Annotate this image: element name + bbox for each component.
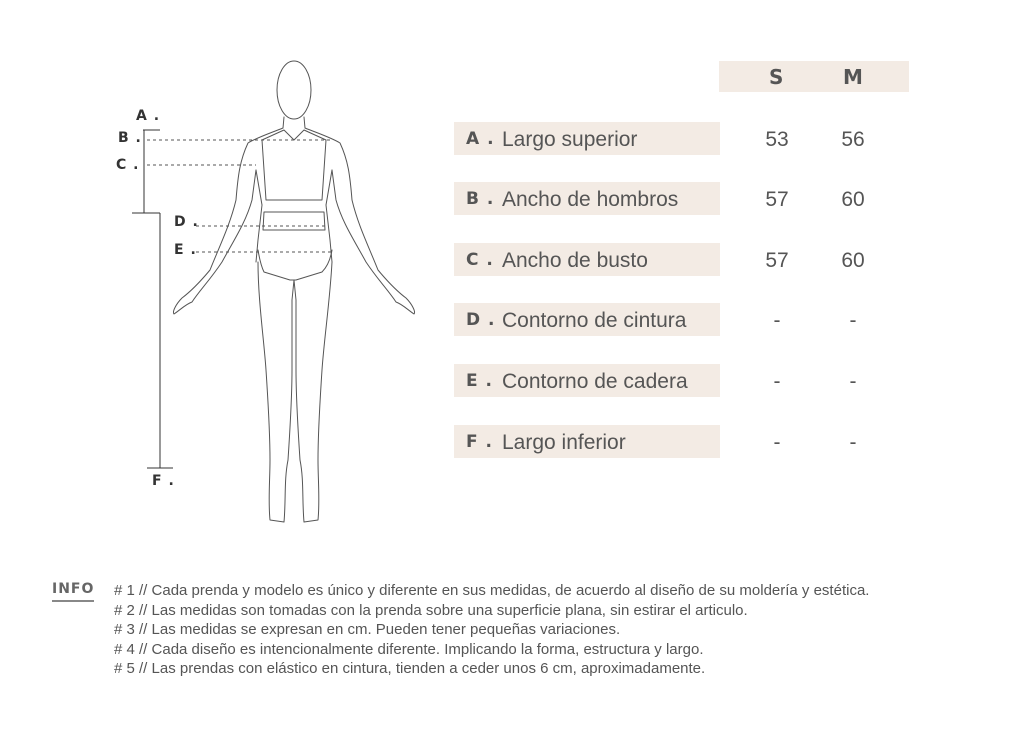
- table-row: [454, 364, 924, 397]
- mark-b-label: B .: [118, 130, 142, 146]
- row-label: Largo superior: [502, 128, 638, 151]
- info-note: # 3 // Las medidas se expresan en cm. Pueden tener pequeñas variaciones.: [114, 621, 621, 638]
- mark-f-label: F .: [152, 473, 175, 489]
- value-s: 57: [765, 188, 789, 211]
- measurement-lines: [132, 130, 173, 468]
- table-row: [454, 182, 924, 215]
- dashed-guides: [147, 140, 334, 252]
- value-m: 60: [841, 249, 865, 272]
- row-label: Contorno de cadera: [502, 370, 688, 393]
- row-letter: E .: [466, 371, 493, 391]
- table-row: [454, 243, 924, 276]
- row-label-box: [454, 364, 720, 397]
- info-note: # 5 // Las prendas con elástico en cintura, tienden a ceder unos 6 cm, aproximadamente.: [114, 660, 706, 677]
- row-label-box: [454, 122, 720, 155]
- row-label: Ancho de busto: [502, 249, 648, 272]
- mark-a-label: A .: [136, 108, 161, 124]
- row-letter: C .: [466, 250, 494, 270]
- table-row: [454, 425, 924, 458]
- mannequin-illustration: [0, 0, 460, 560]
- mark-e-label: E .: [174, 242, 197, 258]
- mannequin-outline: [173, 61, 414, 522]
- size-s-header: S: [769, 65, 784, 89]
- row-label: Contorno de cintura: [502, 309, 687, 332]
- value-m: -: [849, 309, 857, 332]
- table-row: [454, 122, 924, 155]
- row-letter: B .: [466, 189, 495, 209]
- size-header: [719, 61, 909, 92]
- row-label: Largo inferior: [502, 431, 626, 454]
- table-row: [454, 303, 924, 336]
- value-m: -: [849, 370, 857, 393]
- size-m-header: M: [843, 65, 863, 89]
- row-label-box: [454, 182, 720, 215]
- value-s: -: [773, 370, 781, 393]
- row-label-box: [454, 425, 720, 458]
- info-note: # 4 // Cada diseño es intencionalmente diferente. Implicando la forma, estructura y largo.: [114, 640, 704, 658]
- info-underline: [52, 600, 94, 602]
- info-notes: [114, 581, 869, 679]
- value-s: 53: [765, 128, 789, 151]
- value-s: 57: [765, 249, 789, 272]
- row-letter: A .: [466, 129, 495, 149]
- mark-c-label: C .: [116, 157, 140, 173]
- info-note: # 1 // Cada prenda y modelo es único y diferente en sus medidas, de acuerdo al diseño de su moldería y estética.: [114, 582, 870, 599]
- measurement-figure: [0, 0, 460, 560]
- row-label-box: [454, 243, 720, 276]
- row-letter: F .: [466, 432, 493, 452]
- row-label-box: [454, 303, 720, 336]
- info-note: # 2 // Las medidas son tomadas con la prenda sobre una superficie plana, sin estirar el articulo.: [114, 601, 748, 619]
- value-m: 60: [841, 188, 865, 211]
- value-m: -: [849, 431, 857, 454]
- mark-d-label: D .: [174, 214, 199, 230]
- value-s: -: [773, 309, 781, 332]
- value-m: 56: [841, 128, 865, 151]
- row-letter: D .: [466, 310, 496, 330]
- row-label: Ancho de hombros: [502, 188, 679, 211]
- value-s: -: [773, 431, 781, 454]
- info-title: INFO: [52, 581, 95, 597]
